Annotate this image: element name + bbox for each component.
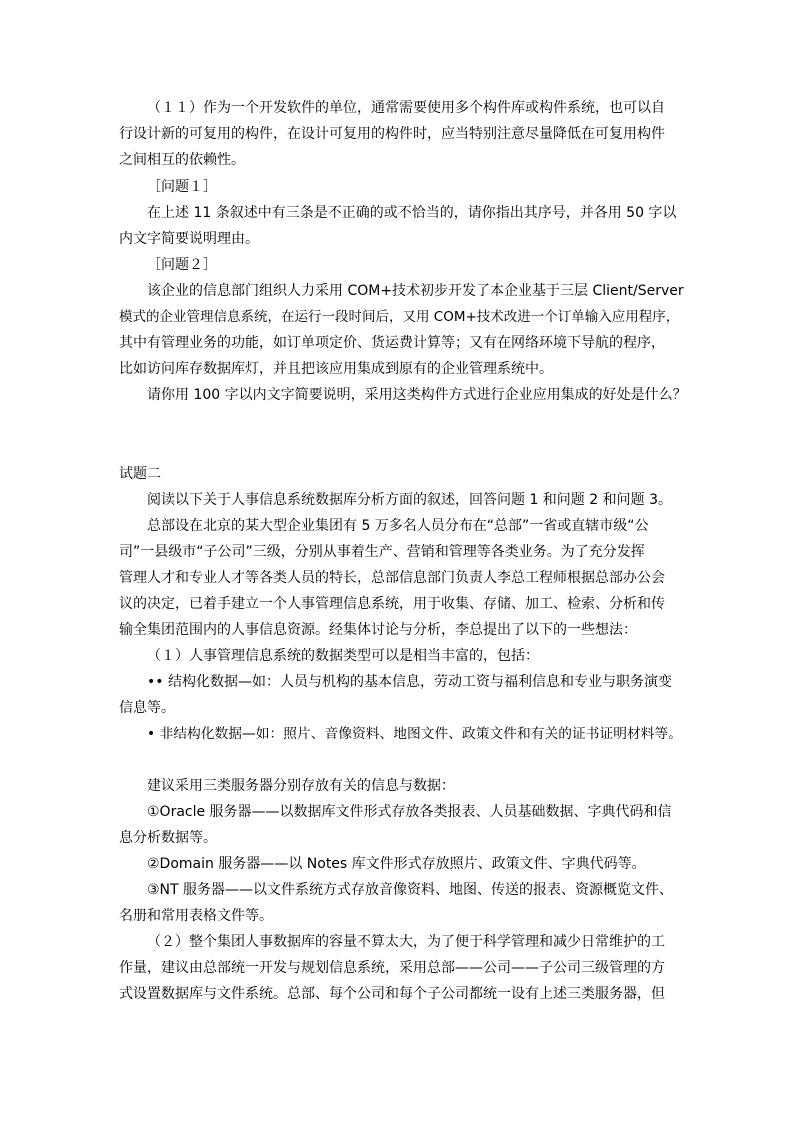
text-line: 输全集团范围内的人事信息资源。经集体讨论与分析，李总提出了以下的一些想法： — [119, 622, 637, 638]
text-line: 息分析数据等。 — [119, 830, 217, 846]
text-line: （２）整个集团人事数据库的容量不算太大，为了便于科学管理和减少日常维护的工 — [147, 934, 665, 950]
bullet-item: •• 结构化数据—如：人员与机构的基本信息，劳动工资与福利信息和专业与职务演变 — [147, 674, 672, 690]
text-line: 建议采用三类服务器分别存放有关的信息与数据： — [147, 778, 455, 794]
text-line: 其中有管理业务的功能，如订单项定价、货运费计算等；又有在网络环境下导航的程序， — [119, 335, 665, 351]
text-line: 信息等。 — [119, 700, 175, 716]
text-line: 该企业的信息部门组织人力采用 COM+技术初步开发了本企业基于三层 Client/Server — [147, 283, 684, 299]
text-line: 议的决定，已着手建立一个人事管理信息系统，用于收集、存储、加工、检索、分析和传 — [119, 596, 665, 612]
numbered-item: ③NT 服务器——以文件系统方式存放音像资料、地图、传送的报表、资源概览文件、 — [147, 882, 674, 898]
text-line: 在上述 11 条叙述中有三条是不正确的或不恰当的，请你指出其序号，并各用 50 字以 — [147, 205, 677, 221]
text-line: 式设置数据库与文件系统。总部、每个公司和每个子公司都统一设有上述三类服务器，但 — [119, 986, 665, 1002]
numbered-item: ①Oracle 服务器——以数据库文件形式存放各类报表、人员基础数据、字典代码和信 — [147, 804, 672, 820]
question-heading: ［问题２］ — [147, 257, 217, 273]
text-line: 司”一县级市“子公司”三级，分别从事着生产、营销和管理等各类业务。为了充分发挥 — [119, 544, 645, 560]
numbered-item: ②Domain 服务器——以 Notes 库文件形式存放照片、政策文件、字典代码等。 — [147, 856, 646, 872]
section-title: 试题二 — [119, 466, 161, 482]
text-line: 作量，建议由总部统一开发与规划信息系统，采用总部——公司——子公司三级管理的方 — [119, 960, 665, 976]
text-line: 行设计新的可复用的构件，在设计可复用的构件时，应当特别注意尽量降低在可复用构件 — [119, 126, 665, 142]
text-line: 阅读以下关于人事信息系统数据库分析方面的叙述，回答问题 1 和问题 2 和问题 3。 — [147, 492, 672, 508]
text-line: 总部设在北京的某大型企业集团有 5 万多名人员分布在“总部”一省或直辖市级“公 — [147, 518, 649, 534]
text-line: 内文字简要说明理由。 — [119, 231, 259, 247]
text-line: 模式的企业管理信息系统，在运行一段时间后，又用 COM+技术改进一个订单输入应用程序， — [119, 309, 680, 325]
text-line: 请你用 100 字以内文字简要说明，采用这类构件方式进行企业应用集成的好处是什么？ — [147, 387, 687, 403]
text-line: 之间相互的依赖性。 — [119, 152, 245, 168]
text-line: 比如访问库存数据库灯，并且把该应用集成到原有的企业管理系统中。 — [119, 361, 553, 377]
text-line: 管理人才和专业人才等各类人员的特长，总部信息部门负责人李总工程师根据总部办公会 — [119, 570, 665, 586]
bullet-item: • 非结构化数据—如：照片、音像资料、地图文件、政策文件和有关的证书证明材料等。 — [147, 726, 682, 742]
text-line: （１）人事管理信息系统的数据类型可以是相当丰富的，包括： — [147, 648, 539, 664]
question-heading: ［问题１］ — [147, 179, 217, 195]
text-line: 名册和常用表格文件等。 — [119, 908, 273, 924]
text-line: （１１）作为一个开发软件的单位，通常需要使用多个构件库或构件系统，也可以自 — [147, 100, 665, 116]
